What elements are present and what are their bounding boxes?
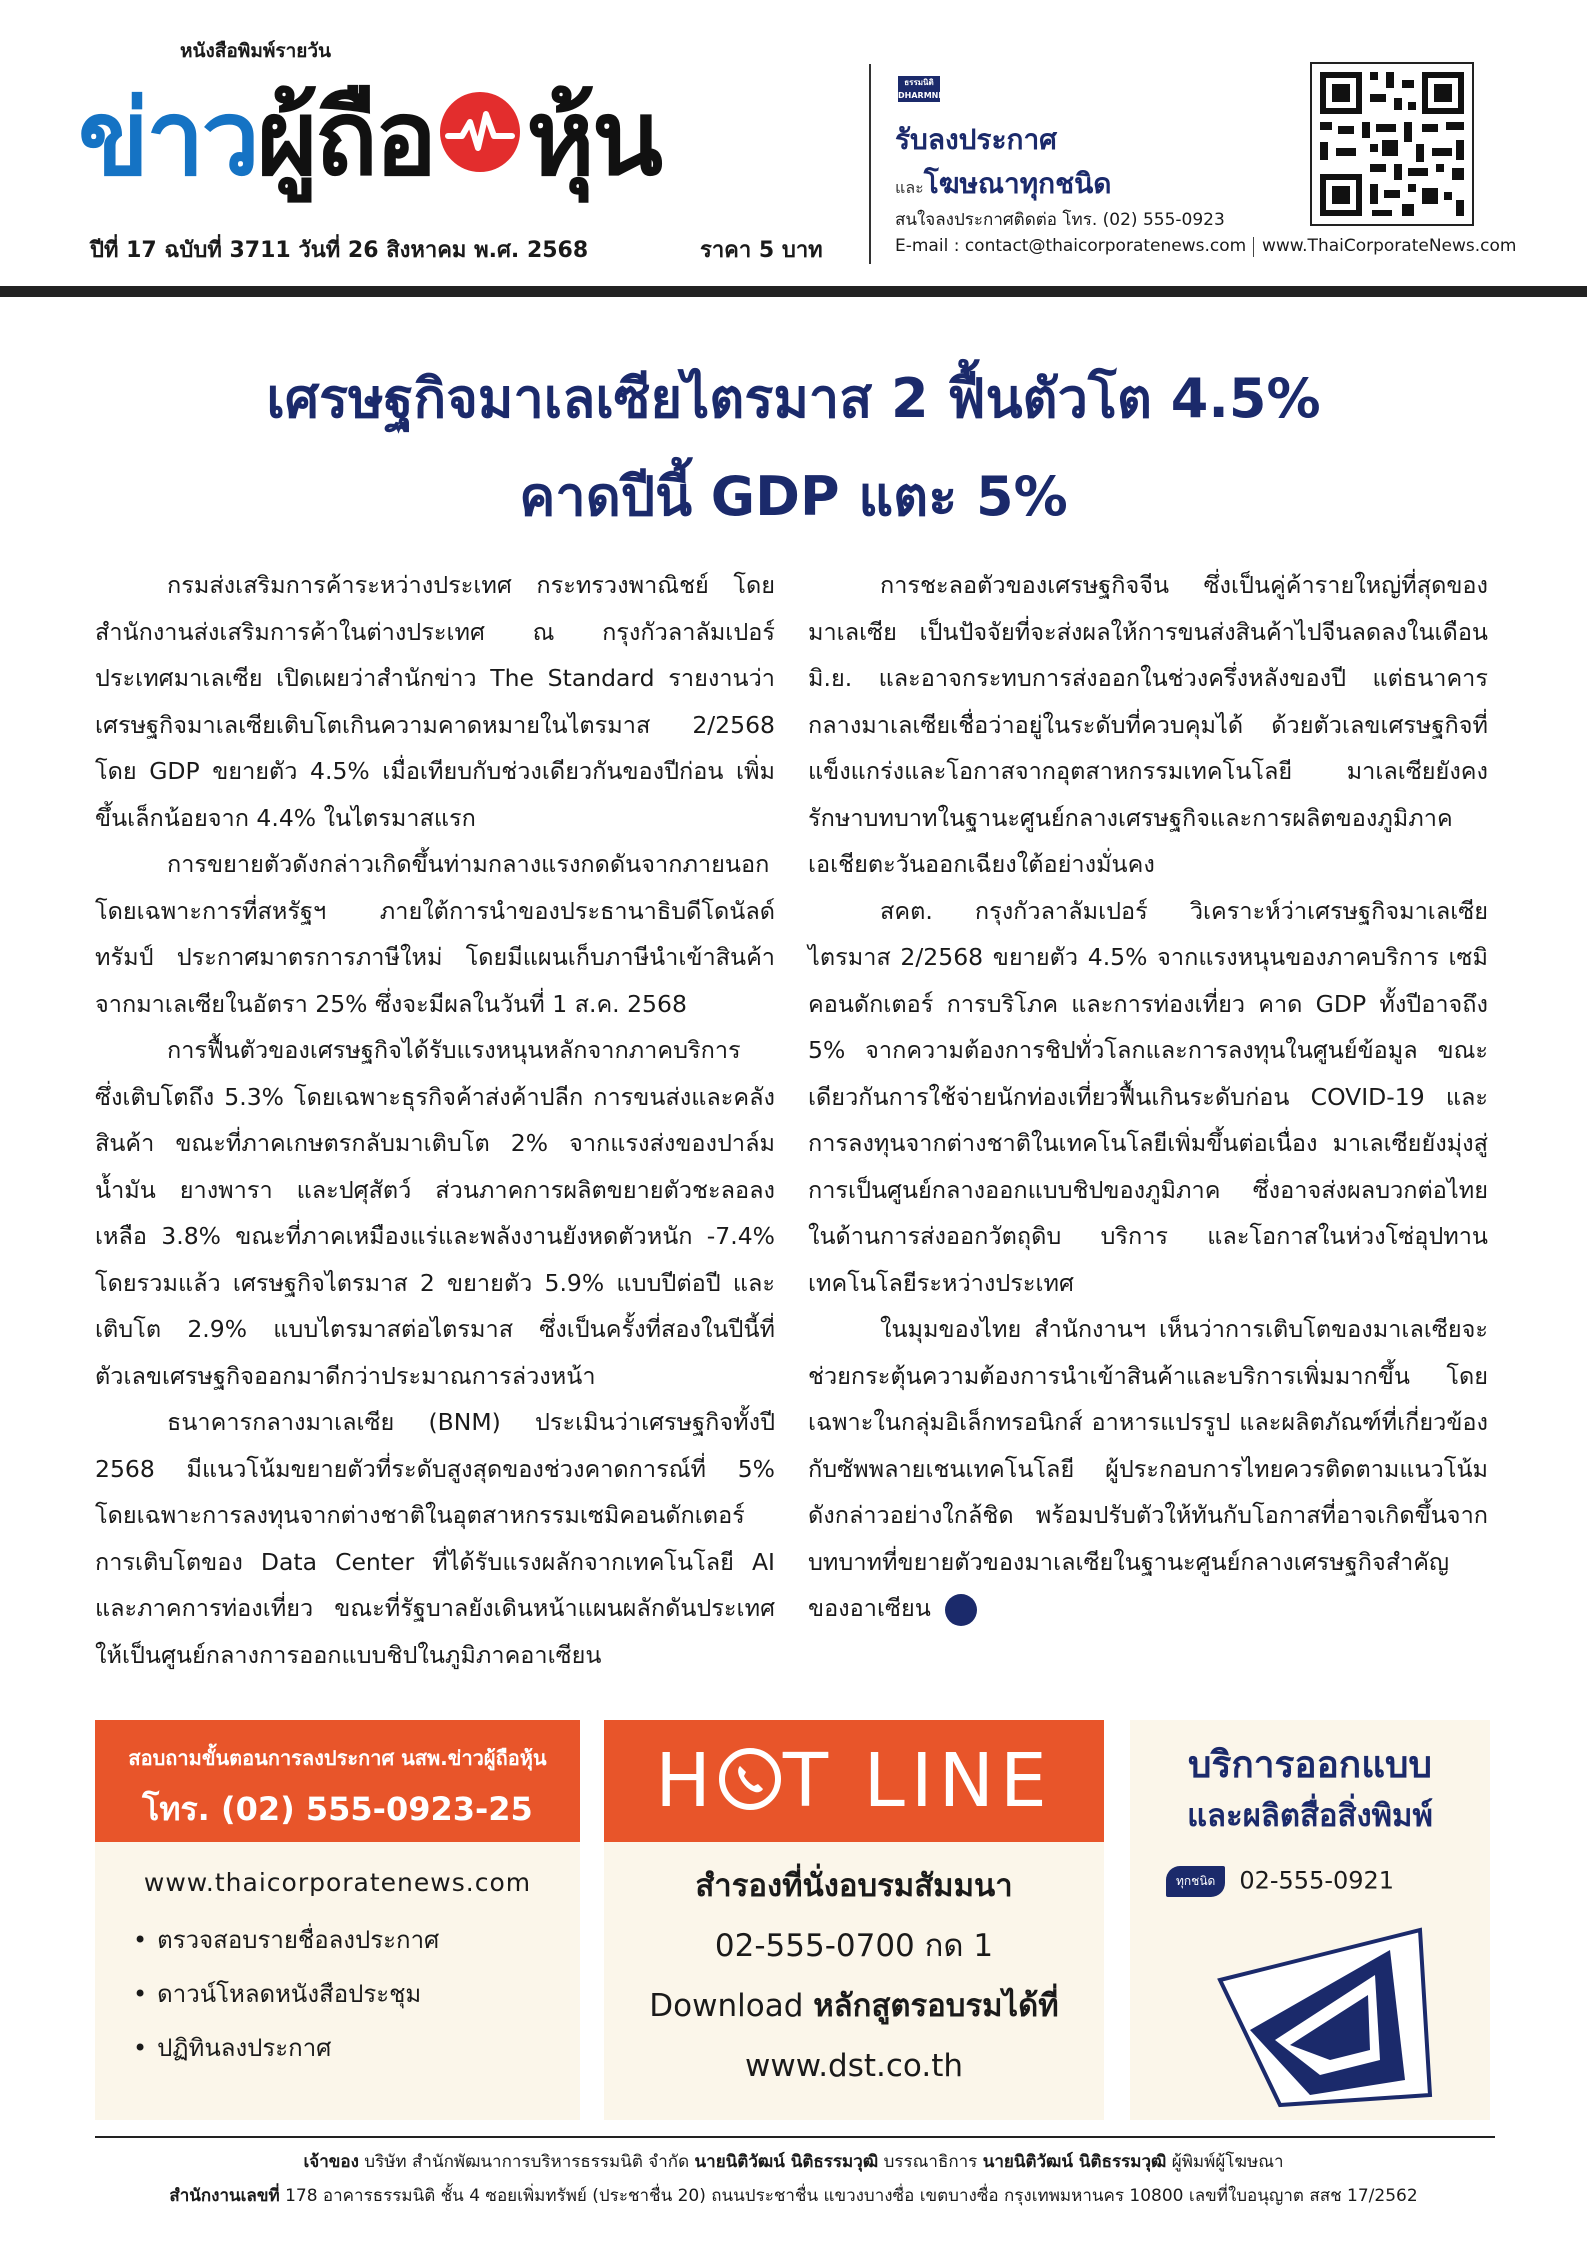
paragraph: ธนาคารกลางมาเลเซีย (BNM) ประเมินว่าเศรษฐกิจทั้งปี 2568 มีแนวโน้มขยายตัวที่ระดับสูงสุดของช่วงคาดการณ์ที่ 5% โดยเฉพาะการลงทุนจากต่างชาติในอุตสาหกรรมเซมิคอนดักเตอร์ การเติบโตของ Data Center ที่ได้รับแรงผลักจากเทคโนโลยี AI และภาคการท่องเที่ยว ขณะที่รัฐบาลยังเดินหน้าแผนผลักดันประเทศให้เป็นศูนย์กลางการออกแบบชิปในภูมิภาคอาเซียน [95, 1408, 775, 1669]
logo-text-part3: หุ้น [526, 77, 660, 199]
hotline-ad-header [604, 1720, 1104, 1842]
paragraph-text: ในมุมของไทย สำนักงานฯ เห็นว่าการเติบโตของมาเลเซียจะช่วยกระตุ้นความต้องการนำเข้าสินค้าและบริการเพิ่มมากขึ้น โดยเฉพาะในกลุ่มอิเล็กทรอนิกส์ อาหารแปรรูป และผลิตภัณฑ์ที่เกี่ยวข้องกับซัพพลายเชนเทคโนโลยี ผู้ประกอบการไทยควรติดตามแนวโน้มดังกล่าวอย่างใกล้ชิด พร้อมปรับตัวให้ทันกับโอกาสที่อาจเกิดขึ้นจากบทบาทที่ขยายตัวของมาเลเซียในฐานะศูนย์กลางเศรษฐกิจสำคัญของอาเซียน [808, 1315, 1488, 1622]
newspaper-logo [78, 40, 660, 199]
ad-separator [1253, 237, 1254, 257]
issue-line: ปีที่ 17 ฉบับที่ 3711 วันที่ 26 สิงหาคม พ.ศ. 2568 [90, 238, 589, 263]
office-label: สำนักงานเลขที่ [169, 2186, 280, 2206]
logo-text-part2: ผู้ถือ [256, 77, 435, 199]
publisher-name: นายนิติวัฒน์ นิติธรรมวุฒิ [982, 2152, 1167, 2172]
footer-owner-line [0, 2148, 1587, 2175]
paragraph-last [808, 1306, 1488, 1632]
footer-divider [95, 2136, 1495, 2138]
hotline-url[interactable]: www.dst.co.th [744, 2048, 964, 2084]
list-item: • ดาวน์โหลดหนังสือประชุม [133, 1967, 580, 2021]
hotline-line3 [604, 1976, 1104, 2036]
announcement-ad-box [95, 1720, 580, 2120]
paragraph: สคต. กรุงกัวลาลัมเปอร์ วิเคราะห์ว่าเศรษฐกิจมาเลเซียไตรมาส 2/2568 ขยายตัว 4.5% จากแรงหนุนของภาคบริการ เซมิคอนดักเตอร์ การบริโภค และการท่องเที่ยว คาด GDP ทั้งปีอาจถึง 5% จากความต้องการชิปทั่วโลกและการลงทุนในศูนย์ข้อมูล ขณะเดียวกันการใช้จ่ายนักท่องเที่ยวฟื้นเกินระดับก่อน COVID-19 และการลงทุนจากต่างชาติในเทคโนโลยีเพิ่มขึ้นต่อเนื่อง มาเลเซียยังมุ่งสู่การเป็นศูนย์กลางออกแบบชิปของภูมิภาค ซึ่งอาจส่งผลบวกต่อไทยในด้านการส่งออกวัตถุดิบ บริการ และโอกาสในห่วงโซ่อุปทานเทคโนโลยีระหว่างประเทศ [808, 896, 1488, 1297]
ad-line2-prefix: และ [895, 178, 924, 197]
owner-text: บริษัท สำนักพัฒนาการบริหารธรรมนิติ จำกัด [358, 2152, 695, 2172]
design-service-title: บริการออกแบบ [1187, 1743, 1433, 1786]
ad-line2-text: โฆษณาทุกชนิด [923, 167, 1112, 200]
announcement-ad-header [95, 1720, 580, 1842]
owner-label: เจ้าของ [303, 2152, 359, 2172]
headline-line2: คาดปีนี้ GDP แตะ 5% [519, 465, 1068, 528]
ad-line1: รับลงประกาศ [895, 123, 1057, 156]
paragraph: การฟื้นตัวของเศรษฐกิจได้รับแรงหนุนหลักจากภาคบริการ ซึ่งเติบโตถึง 5.3% โดยเฉพาะธุรกิจค้าส่งค้าปลีก การขนส่งและคลังสินค้า ขณะที่ภาคเกษตรกลับมาเติบโต 2% จากแรงส่งของปาล์มน้ำมัน ยางพารา และปศุสัตว์ ส่วนภาคการผลิตขยายตัวชะลอลงเหลือ 3.8% ขณะที่ภาคเหมืองแร่และพลังงานยังหดตัวหนัก -7.4% โดยรวมแล้ว เศรษฐกิจไตรมาส 2 ขยายตัว 5.9% แบบปีต่อปี และเติบโต 2.9% แบบไตรมาสต่อไตรมาส ซึ่งเป็นครั้งที่สองในปีนี้ที่ตัวเลขเศรษฐกิจออกมาดีกว่าประมาณการล่วงหน้า [95, 1036, 775, 1390]
article-column-left [95, 562, 775, 1678]
masthead [0, 0, 1587, 290]
masthead-divider [869, 64, 871, 264]
announcement-ad-url[interactable]: www.thaicorporatenews.com [143, 1868, 532, 1897]
editor-name: นายนิติวัฒน์ นิติธรรมวุฒิ [694, 2152, 879, 2172]
hotline-line3-bold: หลักสูตรอบรมได้ที่ [813, 1988, 1059, 2024]
ad-email[interactable]: E-mail : contact@thaicorporatenews.com [895, 236, 1247, 256]
phone-icon [719, 1748, 781, 1810]
announcement-ad-phone: โทร. (02) 555-0923-25 [142, 1790, 533, 1828]
publisher-role: ผู้พิมพ์ผู้โฆษณา [1166, 2152, 1284, 2172]
pulse-logo-icon [440, 92, 520, 172]
office-text: 178 อาคารธรรมนิติ ชั้น 4 ซอยเพิ่มทรัพย์ (ประชาชื่น 20) ถนนประชาชื่น แขวงบางซื่อ เขตบางซื่อ กรุงเทพมหานคร 10800 เลขที่ใบอนุญาต สสช 17/2562 [279, 2186, 1418, 2206]
hotline-line3-prefix: Download [649, 1988, 814, 2024]
ad-line2 [895, 162, 1111, 206]
ad-contact: สนใจลงประกาศติดต่อ โทร. (02) 555-0923 [895, 210, 1225, 230]
hotline-line1: สำรองที่นั่งอบรมสัมมนา [695, 1868, 1013, 1904]
list-item: • ตรวจสอบรายชื่อลงประกาศ [133, 1913, 580, 1967]
price: ราคา 5 บาท [700, 238, 823, 263]
ad-website[interactable]: www.ThaiCorporateNews.com [1262, 236, 1517, 256]
paragraph: กรมส่งเสริมการค้าระหว่างประเทศ กระทรวงพาณิชย์ โดยสำนักงานส่งเสริมการค้าในต่างประเทศ ณ กรุงกัวลาลัมเปอร์ ประเทศมาเลเซีย เปิดเผยว่าสำนักข่าว The Standard รายงานว่าเศรษฐกิจมาเลเซียเติบโตเกินความคาดหมายในไตรมาส 2/2568 โดย GDP ขยายตัว 4.5% เมื่อเทียบกับช่วงเดียวกันของปีก่อน เพิ่มขึ้นเล็กน้อยจาก 4.4% ในไตรมาสแรก [95, 571, 775, 832]
article-headline [0, 350, 1587, 546]
article-column-right [808, 562, 1488, 1632]
list-item: • ปฏิทินลงประกาศ [133, 2021, 580, 2075]
masthead-bottom-bar [0, 286, 1587, 297]
tagline: หนังสือพิมพ์รายวัน [180, 40, 332, 62]
design-service-ad-box [1130, 1720, 1490, 2120]
hotline-letter-h: H [655, 1738, 717, 1824]
dharmniti-badge [898, 76, 950, 102]
design-service-phone-row [1166, 1866, 1394, 1897]
design-service-phone: 02-555-0921 [1239, 1866, 1395, 1895]
editor-role: บรรณาธิการ [878, 2152, 983, 2172]
announcement-ad-subtitle: สอบถามขั้นตอนการลงประกาศ นสพ.ข่าวผู้ถือหุ้น [128, 1746, 547, 1770]
headline-line1: เศรษฐกิจมาเลเซียไตรมาส 2 ฟื้นตัวโต 4.5% [266, 367, 1321, 430]
hotline-ad-body [604, 1856, 1104, 2096]
announcement-ad-list [133, 1913, 580, 2075]
design-service-tag: ทุกชนิด [1166, 1866, 1225, 1897]
hotline-text: T LINE [782, 1738, 1053, 1824]
hotline-ad-box [604, 1720, 1104, 2120]
badge-text-th: ธรรมนิติ [904, 78, 934, 87]
badge-text-en: DHARMNITI [898, 91, 950, 100]
design-service-subtitle: และผลิตสื่อสิ่งพิมพ์ [1187, 1798, 1433, 1834]
logo-text-part1: ข่าว [78, 77, 257, 199]
paragraph: การขยายตัวดังกล่าวเกิดขึ้นท่ามกลางแรงกดดันจากภายนอก โดยเฉพาะการที่สหรัฐฯ ภายใต้การนำของประธานาธิบดีโดนัลด์ ทรัมป์ ประกาศมาตรการภาษีใหม่ โดยมีแผนเก็บภาษีนำเข้าสินค้าจากมาเลเซียในอัตรา 25% ซึ่งจะมีผลในวันที่ 1 ส.ค. 2568 [95, 850, 775, 1018]
footer-office-line [0, 2182, 1587, 2209]
end-of-article-icon [945, 1594, 977, 1626]
paragraph: การชะลอตัวของเศรษฐกิจจีน ซึ่งเป็นคู่ค้ารายใหญ่ที่สุดของมาเลเซีย เป็นปัจจัยที่จะส่งผลให้การขนส่งสินค้าไปจีนลดลงในเดือน มิ.ย. และอาจกระทบการส่งออกในช่วงครึ่งหลังของปี แต่ธนาคารกลางมาเลเซียเชื่อว่าอยู่ในระดับที่ควบคุมได้ ด้วยตัวเลขเศรษฐกิจที่แข็งแกร่งและโอกาสจากอุตสาหกรรมเทคโนโลยี มาเลเซียยังคงรักษาบทบาทในฐานะศูนย์กลางเศรษฐกิจและการผลิตของภูมิภาคเอเชียตะวันออกเฉียงใต้อย่างมั่นคง [808, 571, 1488, 878]
hotline-phone: 02-555-0700 กด 1 [714, 1928, 994, 1964]
print-paper-icon [1190, 1910, 1470, 2110]
qr-code-icon[interactable] [1310, 62, 1474, 226]
